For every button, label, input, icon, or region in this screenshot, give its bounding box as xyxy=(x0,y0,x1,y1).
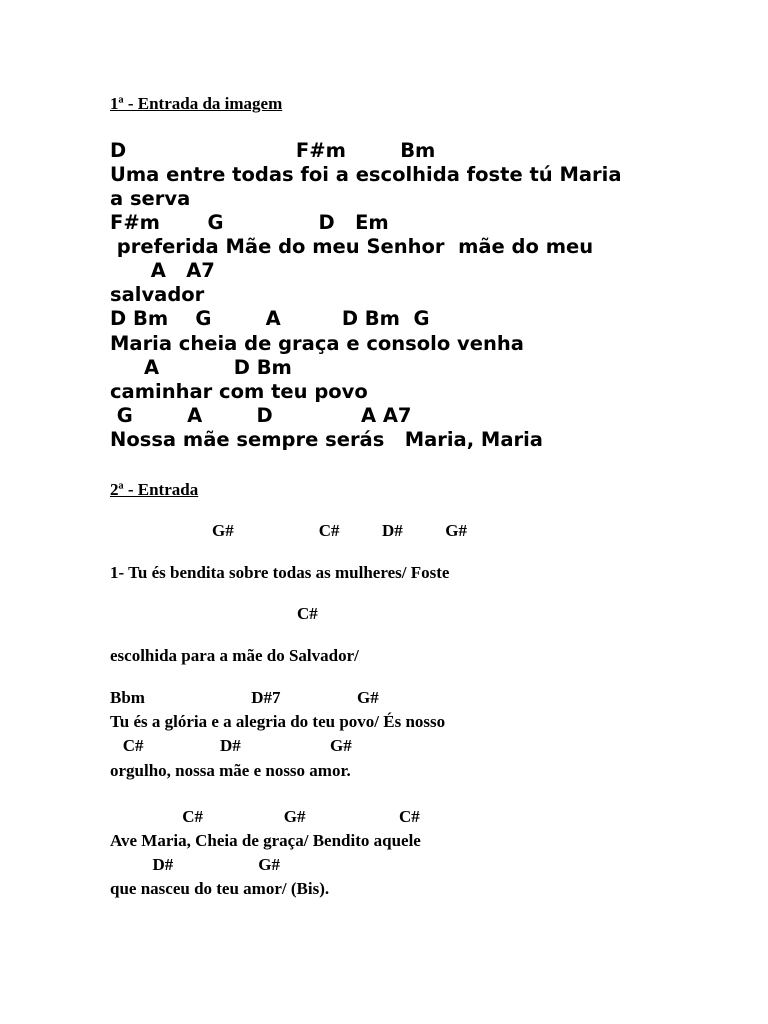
chord-line: G A D A A7 xyxy=(110,404,412,427)
chord-line: A A7 xyxy=(110,259,215,282)
section-1-heading: 1ª - Entrada da imagem xyxy=(110,94,283,113)
lyric-line: Maria cheia de graça e consolo venha xyxy=(110,332,524,355)
section-2-heading: 2ª - Entrada xyxy=(110,480,199,499)
chord-line: C# G# C# xyxy=(110,807,420,826)
lyric-line: orgulho, nossa mãe e nosso amor. xyxy=(110,761,351,780)
chord-line: F#m G D Em xyxy=(110,211,389,234)
chord-line: G# C# D# G# xyxy=(110,521,467,540)
lyric-line: Nossa mãe sempre serás Maria, Maria xyxy=(110,428,543,451)
lyric-line: que nasceu do teu amor/ (Bis). xyxy=(110,879,330,898)
lyric-line: Ave Maria, Cheia de graça/ Bendito aquele xyxy=(110,831,421,850)
chord-line: C# xyxy=(110,604,318,623)
chord-line: D Bm G A D Bm G xyxy=(110,307,430,330)
chord-line: A D Bm xyxy=(110,356,292,379)
lyric-line: Uma entre todas foi a escolhida foste tú Maria xyxy=(110,163,622,186)
chord-line: D# G# xyxy=(110,855,280,874)
lyric-line: a serva xyxy=(110,187,191,210)
lyric-line: 1- Tu és bendita sobre todas as mulheres/ Foste xyxy=(110,563,450,582)
chord-line: C# D# G# xyxy=(110,736,352,755)
lyric-line: escolhida para a mãe do Salvador/ xyxy=(110,646,359,665)
chord-line: Bbm D#7 G# xyxy=(110,688,379,707)
lyric-line: caminhar com teu povo xyxy=(110,380,368,403)
chord-line: D F#m Bm xyxy=(110,139,436,162)
lyric-line: salvador xyxy=(110,283,205,306)
lyric-line: Tu és a glória e a alegria do teu povo/ És nosso xyxy=(110,712,446,731)
lyric-line: preferida Mãe do meu Senhor mãe do meu xyxy=(110,235,594,258)
